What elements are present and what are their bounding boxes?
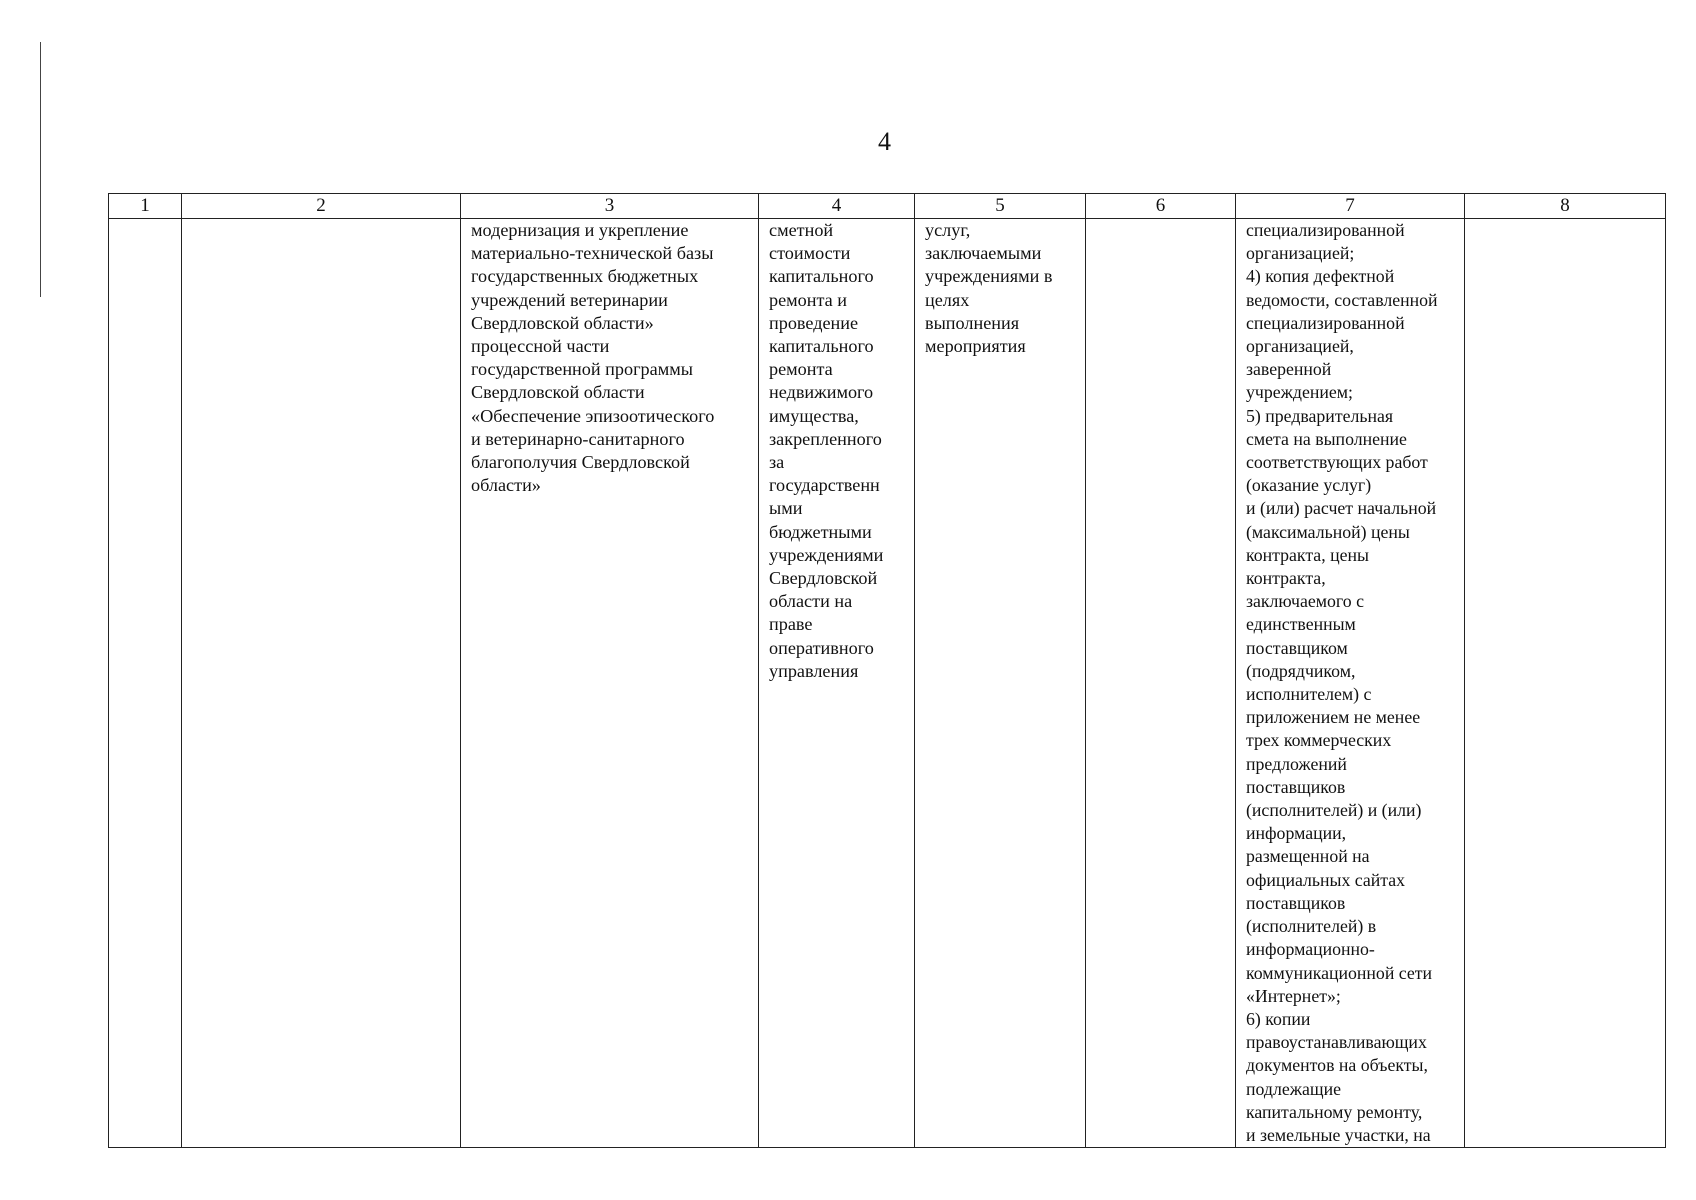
cell-text-line: мероприятия: [925, 336, 1026, 357]
cell-text-line: заверенной: [1246, 359, 1332, 380]
cell-text-line: документов на объекты,: [1246, 1055, 1428, 1076]
table-cell-col5: [915, 219, 1086, 1148]
cell-text-line: недвижимого: [769, 382, 874, 403]
cell-text-line: области»: [471, 475, 541, 496]
cell-text-line: (максимальной) цены: [1246, 521, 1410, 542]
column-header-8: 8: [1465, 194, 1666, 219]
cell-text-line: поставщиков: [1246, 776, 1346, 797]
cell-text-line: области на: [769, 591, 853, 612]
cell-text-line: и земельные участки, на: [1246, 1124, 1431, 1145]
cell-text-line: и ветеринарно-санитарного: [471, 428, 685, 449]
cell-text-line: сметной: [769, 220, 834, 240]
cell-text-line: правоустанавливающих: [1246, 1032, 1427, 1053]
cell-text-line: выполнения: [925, 312, 1020, 333]
cell-text-line: «Интернет»;: [1246, 985, 1341, 1006]
page-number: 4: [878, 127, 891, 156]
cell-text-line: предложений: [1246, 753, 1347, 774]
table-cell-col7: [1236, 219, 1465, 1148]
cell-text-line: учреждением;: [1246, 382, 1353, 403]
cell-text-line: государственной программы: [471, 359, 693, 380]
column-header-5: 5: [915, 194, 1086, 219]
cell-text-line: (исполнителей) и (или): [1246, 800, 1422, 821]
cell-text-line: оперативного: [769, 637, 874, 658]
cell-text-line: и (или) расчет начальной: [1246, 498, 1437, 519]
cell-text-line: услуг,: [925, 220, 971, 240]
table-row: [109, 219, 1666, 1148]
cell-text-line: коммуникационной сети: [1246, 962, 1433, 983]
cell-text-line: смета на выполнение: [1246, 428, 1407, 449]
cell-text-line: 5) предварительная: [1246, 405, 1394, 426]
cell-text-line: специализированной: [1246, 312, 1405, 333]
cell-text-line: поставщиком: [1246, 637, 1348, 658]
column-header-6: 6: [1086, 194, 1236, 219]
cell-text-line: Свердловской области»: [471, 312, 654, 333]
column-header-2: 2: [182, 194, 461, 219]
cell-text-line: управления: [769, 660, 859, 681]
cell-text-line: закрепленного: [769, 428, 882, 449]
cell-text-line: информации,: [1246, 823, 1347, 844]
cell-text-line: подлежащие: [1246, 1078, 1341, 1099]
column-header-1: 1: [109, 194, 182, 219]
cell-text-line: бюджетными: [769, 521, 872, 542]
table-cell-col8: [1465, 219, 1666, 1148]
table-cell-col6: [1086, 219, 1236, 1148]
cell-text-line: «Обеспечение эпизоотического: [471, 405, 715, 426]
cell-text-line: благополучия Свердловской: [471, 452, 690, 473]
table-cell-col4: [759, 219, 915, 1148]
cell-text-line: единственным: [1246, 614, 1356, 635]
document-table: [108, 193, 1666, 1148]
cell-text-line: капитального: [769, 336, 874, 357]
cell-text-line: ыми: [769, 498, 803, 519]
cell-text-line: организацией,: [1246, 336, 1354, 357]
cell-text-line: учреждениями в: [925, 266, 1053, 287]
cell-text-line: модернизация и укрепление: [471, 220, 689, 240]
cell-text-line: Свердловской области: [471, 382, 645, 403]
cell-text-line: праве: [769, 614, 813, 635]
cell-text-line: исполнителем) с: [1246, 684, 1372, 705]
cell-text-line: заключаемого с: [1246, 591, 1364, 612]
cell-text-line: проведение: [769, 312, 859, 333]
cell-text-line: капитальному ремонту,: [1246, 1101, 1423, 1122]
column-header-3: 3: [461, 194, 759, 219]
cell-text-line: контракта, цены: [1246, 544, 1369, 565]
cell-text-line: процессной части: [471, 336, 610, 357]
cell-text-line: ремонта и: [769, 289, 848, 310]
cell-text-line: контракта,: [1246, 568, 1326, 589]
cell-text-line: размещенной на: [1246, 846, 1370, 867]
cell-text-line: официальных сайтах: [1246, 869, 1406, 890]
table-header-row: [109, 194, 1666, 219]
cell-text-line: учреждениями: [769, 544, 884, 565]
cell-text-line: (оказание услуг): [1246, 475, 1372, 496]
cell-text-line: (подрядчиком,: [1246, 660, 1356, 681]
cell-text-line: целях: [925, 289, 970, 310]
cell-text-line: организацией;: [1246, 243, 1355, 264]
cell-text-line: стоимости: [769, 243, 851, 264]
cell-text-line: соответствующих работ: [1246, 452, 1428, 473]
cell-text-line: ведомости, составленной: [1246, 289, 1438, 310]
column-header-4: 4: [759, 194, 915, 219]
cell-text-line: трех коммерческих: [1246, 730, 1392, 751]
cell-text-line: государственн: [769, 475, 880, 496]
cell-text-line: Свердловской: [769, 568, 878, 589]
cell-text-line: ремонта: [769, 359, 833, 380]
table-cell-col1: [109, 219, 182, 1148]
cell-text-line: имущества,: [769, 405, 859, 426]
cell-text-line: 6) копии: [1246, 1008, 1311, 1029]
table-cell-col3: [461, 219, 759, 1148]
cell-text-line: за: [769, 452, 785, 473]
cell-text-line: материально-технической базы: [471, 243, 714, 264]
table-cell-col2: [182, 219, 461, 1148]
cell-text-line: приложением не менее: [1246, 707, 1421, 728]
left-margin-line: [40, 42, 41, 297]
cell-text-line: капитального: [769, 266, 874, 287]
cell-text-line: информационно-: [1246, 939, 1375, 960]
cell-text-line: заключаемыми: [925, 243, 1042, 264]
cell-text-line: государственных бюджетных: [471, 266, 699, 287]
cell-text-line: 4) копия дефектной: [1246, 266, 1395, 287]
cell-text-line: поставщиков: [1246, 892, 1346, 913]
cell-text-line: (исполнителей) в: [1246, 916, 1377, 937]
cell-text-line: специализированной: [1246, 220, 1405, 240]
column-header-7: 7: [1236, 194, 1465, 219]
cell-text-line: учреждений ветеринарии: [471, 289, 668, 310]
